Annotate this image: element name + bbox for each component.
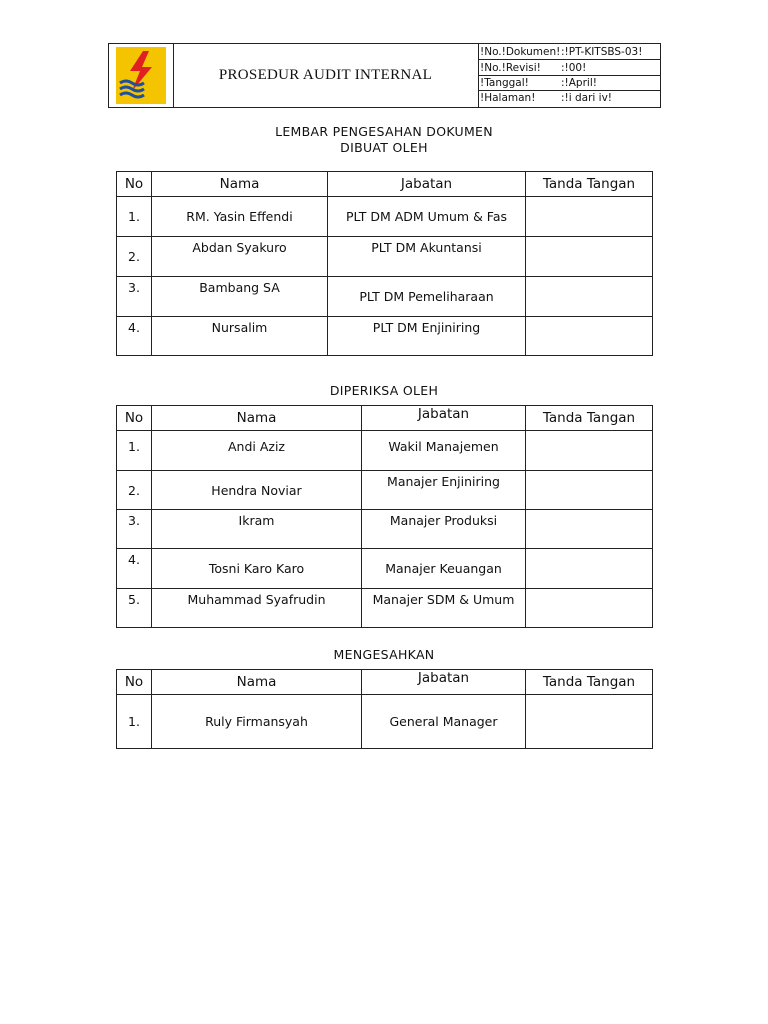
cell-no: 2.: [117, 471, 152, 510]
table-row: [117, 237, 653, 277]
col-tanda-tangan: Tanda Tangan: [526, 172, 653, 197]
cell-jabatan: Wakil Manajemen: [362, 431, 526, 471]
pln-logo-icon: [116, 47, 166, 104]
meta-value: :!April!: [561, 77, 597, 89]
cell-nama: Hendra Noviar: [152, 471, 362, 510]
cell-nama: Bambang SA: [152, 277, 328, 317]
meta-row-tanggal: [479, 75, 661, 91]
pln-logo: [116, 47, 166, 104]
cell-jabatan: PLT DM Enjiniring: [328, 317, 526, 356]
heading-diperiksa: DIPERIKSA OLEH: [329, 383, 439, 398]
table-row: [117, 471, 653, 510]
col-jabatan: Jabatan: [328, 172, 526, 197]
cell-jabatan: Manajer Keuangan: [362, 549, 526, 589]
cell-signature: [526, 549, 653, 589]
table-row: [117, 589, 653, 628]
cell-jabatan: PLT DM Pemeliharaan: [328, 277, 526, 317]
meta-row-halaman: [479, 90, 661, 106]
table-dibuat: [116, 171, 653, 356]
table-row: [117, 197, 653, 237]
table-row: [117, 277, 653, 317]
heading-dibuat: DIBUAT OLEH: [340, 140, 428, 155]
cell-nama: Abdan Syakuro: [152, 237, 328, 277]
cell-jabatan: Manajer Produksi: [362, 510, 526, 549]
table-row: [117, 695, 653, 749]
table-mengesahkan: [116, 669, 653, 749]
meta-value: :!00!: [561, 62, 587, 74]
cell-jabatan: Manajer SDM & Umum: [362, 589, 526, 628]
cell-signature: [526, 471, 653, 510]
cell-no: 1.: [117, 197, 152, 237]
cell-signature: [526, 197, 653, 237]
cell-nama: Andi Aziz: [152, 431, 362, 471]
col-no: No: [117, 172, 152, 197]
col-nama: Nama: [152, 670, 362, 695]
cell-jabatan: PLT DM Akuntansi: [328, 237, 526, 277]
cell-signature: [526, 237, 653, 277]
cell-signature: [526, 431, 653, 471]
meta-value: :!i dari iv!: [561, 92, 613, 104]
document-title: PROSEDUR AUDIT INTERNAL: [173, 44, 479, 107]
cell-jabatan: General Manager: [362, 695, 526, 749]
cell-signature: [526, 317, 653, 356]
table-header-row: [117, 172, 653, 197]
meta-key: !Tanggal!: [480, 77, 529, 89]
cell-jabatan: PLT DM ADM Umum & Fas: [328, 197, 526, 237]
cell-no: 2.: [117, 237, 152, 277]
col-nama: Nama: [152, 406, 362, 431]
col-no: No: [117, 670, 152, 695]
table-row: [117, 510, 653, 549]
cell-nama: RM. Yasin Effendi: [152, 197, 328, 237]
table-row: [117, 431, 653, 471]
table-header-row: [117, 670, 653, 695]
table-row: [117, 317, 653, 356]
logo-cell: [109, 44, 174, 107]
col-tanda-tangan: Tanda Tangan: [526, 406, 653, 431]
document-meta: [479, 44, 661, 107]
table-row: [117, 549, 653, 589]
col-no: No: [117, 406, 152, 431]
cell-nama: Muhammad Syafrudin: [152, 589, 362, 628]
cell-no: 1.: [117, 431, 152, 471]
cell-no: 3.: [117, 277, 152, 317]
cell-signature: [526, 510, 653, 549]
meta-key: !No.!Dokumen!: [480, 46, 561, 58]
meta-key: !Halaman!: [480, 92, 536, 104]
cell-no: 3.: [117, 510, 152, 549]
cell-signature: [526, 589, 653, 628]
document-header: [108, 43, 661, 108]
table-diperiksa: [116, 405, 653, 628]
heading-mengesahkan: MENGESAHKAN: [333, 647, 435, 662]
table-header-row: [117, 406, 653, 431]
cell-no: 1.: [117, 695, 152, 749]
meta-row-revisi: [479, 60, 661, 76]
cell-no: 5.: [117, 589, 152, 628]
cell-jabatan: Manajer Enjiniring: [362, 471, 526, 510]
cell-nama: Tosni Karo Karo: [152, 549, 362, 589]
cell-no: 4.: [117, 317, 152, 356]
cell-nama: Nursalim: [152, 317, 328, 356]
cell-no: 4.: [117, 549, 152, 589]
meta-row-dokumen: [479, 44, 661, 60]
col-jabatan: Jabatan: [362, 670, 526, 695]
meta-value: :!PT-KITSBS-03!: [561, 46, 643, 58]
cell-nama: Ruly Firmansyah: [152, 695, 362, 749]
cell-signature: [526, 695, 653, 749]
col-jabatan: Jabatan: [362, 406, 526, 431]
col-nama: Nama: [152, 172, 328, 197]
cell-signature: [526, 277, 653, 317]
heading-lembar: LEMBAR PENGESAHAN DOKUMEN: [275, 124, 493, 139]
meta-key: !No.!Revisi!: [480, 62, 541, 74]
col-tanda-tangan: Tanda Tangan: [526, 670, 653, 695]
cell-nama: Ikram: [152, 510, 362, 549]
